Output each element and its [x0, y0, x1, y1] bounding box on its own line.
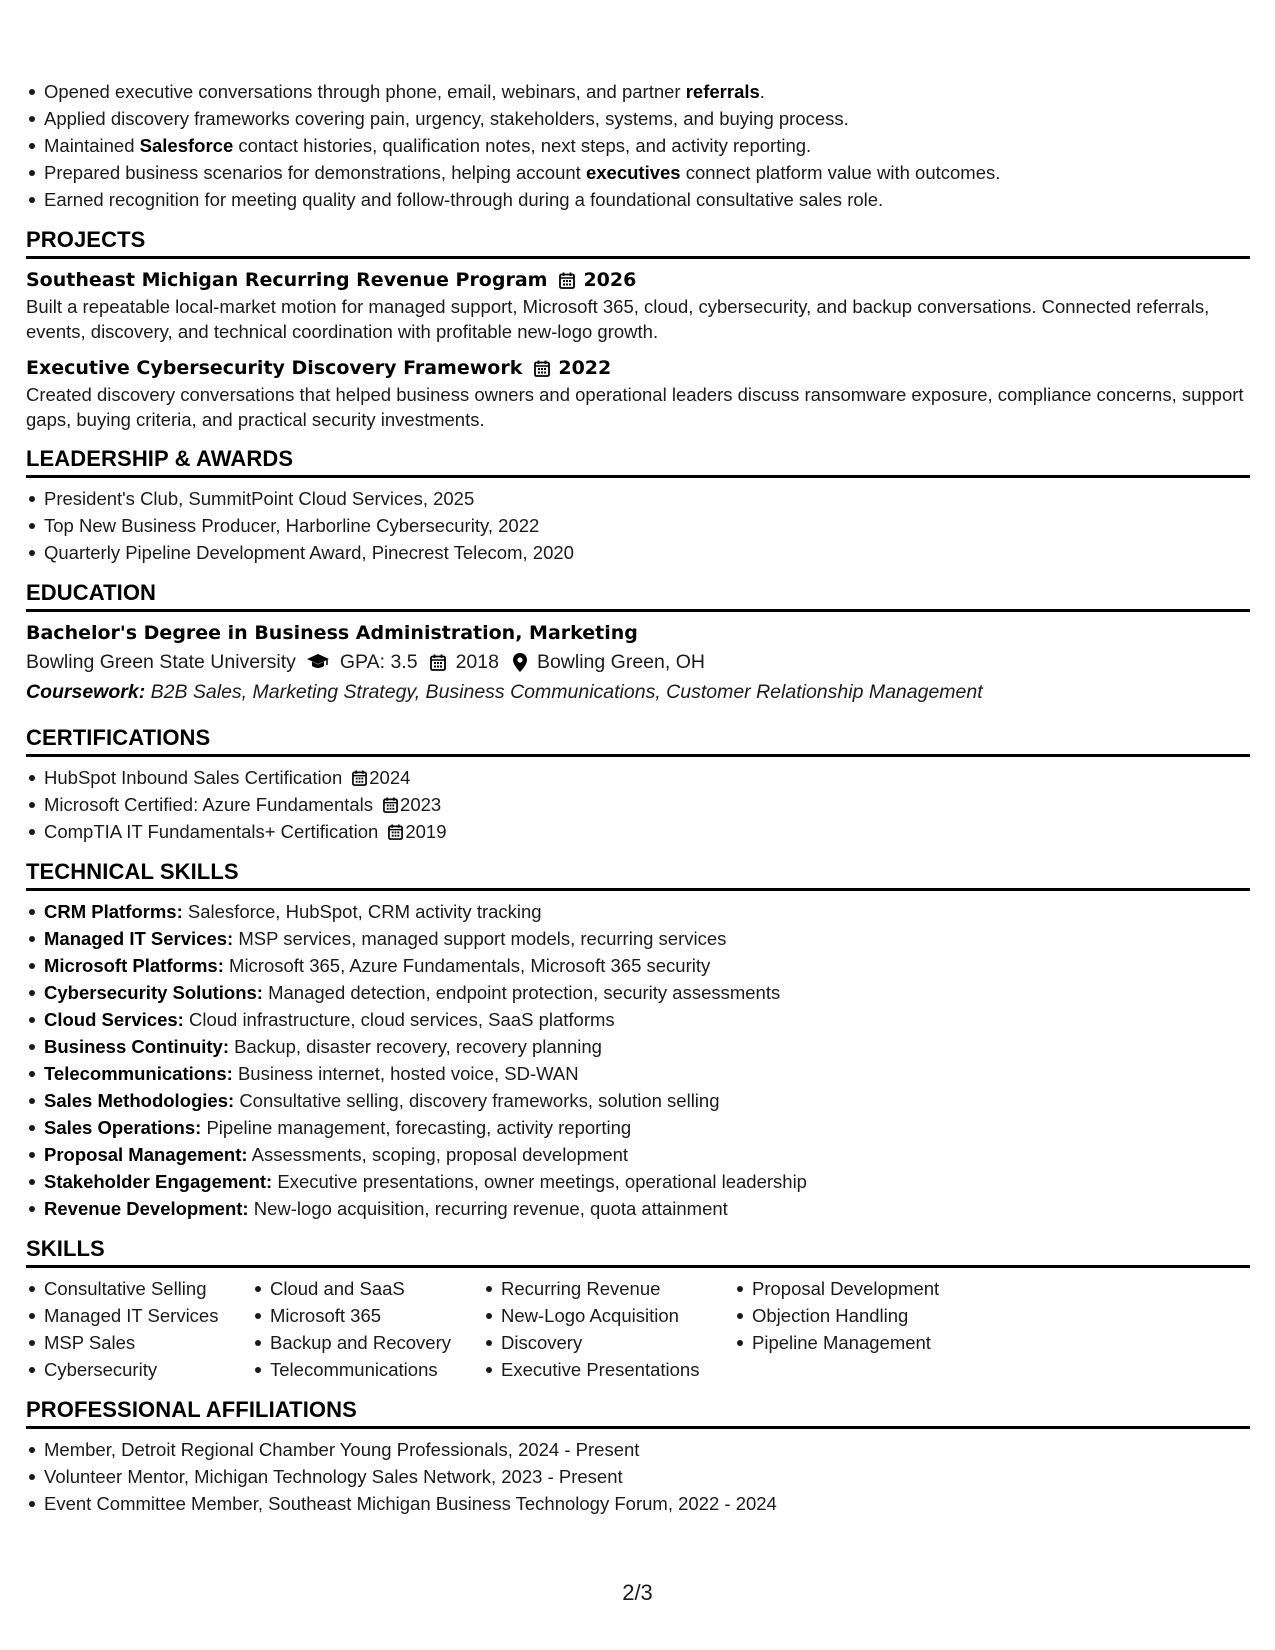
graduation-year: 2018 [455, 651, 499, 673]
list-item: Telecommunications [270, 1356, 483, 1383]
list-item: Event Committee Member, Southeast Michigan Business Technology Forum, 2022 - 2024 [44, 1490, 1250, 1517]
leadership-heading: LEADERSHIP & AWARDS [26, 445, 1250, 478]
list-item: Revenue Development: New-logo acquisition, recurring revenue, quota attainment [44, 1195, 1250, 1222]
project-year: 2022 [558, 357, 612, 379]
experience-bullet: Opened executive conversations through phone, email, webinars, and partner referrals. [44, 78, 1250, 105]
list-item: Stakeholder Engagement: Executive presentations, owner meetings, operational leadership [44, 1168, 1250, 1195]
list-item: Recurring Revenue [501, 1275, 734, 1302]
list-item: Microsoft 365 [270, 1302, 483, 1329]
experience-bullet: Earned recognition for meeting quality and follow-through during a foundational consultative sales role. [44, 186, 1250, 213]
project-description: Created discovery conversations that helped business owners and operational leaders discuss ransomware exposure, compliance concerns, support gaps, buying criteria, and practical security investments. [26, 384, 1244, 430]
certification-name: Microsoft Certified: Azure Fundamentals [44, 794, 374, 815]
page-number: 2/3 [622, 1580, 653, 1605]
experience-bullet: Prepared business scenarios for demonstrations, helping account executives connect platform value with outcomes. [44, 159, 1250, 186]
affiliations-list [26, 1436, 1250, 1517]
list-item: Objection Handling [752, 1302, 1052, 1329]
calendar-icon [383, 797, 398, 813]
certification-year: 2024 [369, 767, 411, 788]
certifications-list [26, 764, 1250, 845]
list-item: New-Logo Acquisition [501, 1302, 734, 1329]
list-item: Cybersecurity [44, 1356, 252, 1383]
skills-column [252, 1275, 483, 1383]
list-item: Cybersecurity Solutions: Managed detection, endpoint protection, security assessments [44, 979, 1250, 1006]
technical-skills-list [26, 898, 1250, 1222]
list-item: Discovery [501, 1329, 734, 1356]
list-item: Member, Detroit Regional Chamber Young Professionals, 2024 - Present [44, 1436, 1250, 1463]
list-item: Cloud and SaaS [270, 1275, 483, 1302]
certification-year: 2023 [400, 794, 442, 815]
school-name: Bowling Green State University [26, 651, 296, 673]
calendar-icon [352, 770, 367, 786]
list-item [44, 791, 1250, 818]
affiliations-heading: PROFESSIONAL AFFILIATIONS [26, 1396, 1250, 1429]
list-item [44, 818, 1250, 845]
project-item [26, 266, 1250, 344]
education-details [26, 647, 1250, 677]
list-item: Cloud Services: Cloud infrastructure, cloud services, SaaS platforms [44, 1006, 1250, 1033]
list-item: Executive Presentations [501, 1356, 734, 1383]
list-item: Sales Methodologies: Consultative selling, discovery frameworks, solution selling [44, 1087, 1250, 1114]
calendar-icon [534, 360, 550, 377]
experience-bullet: Maintained Salesforce contact histories, qualification notes, next steps, and activity reporting. [44, 132, 1250, 159]
resume-content [26, 78, 1250, 1517]
certification-name: CompTIA IT Fundamentals+ Certification [44, 821, 379, 842]
project-year: 2026 [583, 269, 637, 291]
list-item [44, 764, 1250, 791]
degree-title: Bachelor's Degree in Business Administration, Marketing [26, 622, 638, 644]
coursework-label: Coursework: [26, 681, 146, 703]
list-item: Microsoft Platforms: Microsoft 365, Azure Fundamentals, Microsoft 365 security [44, 952, 1250, 979]
certifications-heading: CERTIFICATIONS [26, 724, 1250, 757]
leadership-list [26, 485, 1250, 566]
list-item: Volunteer Mentor, Michigan Technology Sales Network, 2023 - Present [44, 1463, 1250, 1490]
list-item: Telecommunications: Business internet, hosted voice, SD-WAN [44, 1060, 1250, 1087]
skills-column [483, 1275, 734, 1383]
list-item: Proposal Management: Assessments, scoping, proposal development [44, 1141, 1250, 1168]
list-item: Quarterly Pipeline Development Award, Pinecrest Telecom, 2020 [44, 539, 1250, 566]
skills-columns [26, 1275, 1250, 1383]
calendar-icon [430, 654, 446, 671]
list-item: Managed IT Services: MSP services, managed support models, recurring services [44, 925, 1250, 952]
map-pin-icon [513, 653, 527, 672]
experience-bullet: Applied discovery frameworks covering pain, urgency, stakeholders, systems, and buying process. [44, 105, 1250, 132]
list-item: MSP Sales [44, 1329, 252, 1356]
list-item: Top New Business Producer, Harborline Cybersecurity, 2022 [44, 512, 1250, 539]
school-location: Bowling Green, OH [536, 651, 705, 673]
coursework-list: B2B Sales, Marketing Strategy, Business Communications, Customer Relationship Management [150, 681, 983, 703]
list-item: Business Continuity: Backup, disaster recovery, recovery planning [44, 1033, 1250, 1060]
gpa: GPA: 3.5 [339, 651, 418, 673]
graduation-cap-icon [306, 653, 330, 671]
calendar-icon [559, 272, 575, 289]
skills-heading: SKILLS [26, 1235, 1250, 1268]
certification-name: HubSpot Inbound Sales Certification [44, 767, 343, 788]
education-heading: EDUCATION [26, 579, 1250, 612]
experience-bullets [26, 78, 1250, 213]
coursework [26, 677, 1250, 707]
list-item: Backup and Recovery [270, 1329, 483, 1356]
list-item: CRM Platforms: Salesforce, HubSpot, CRM activity tracking [44, 898, 1250, 925]
skills-column [734, 1275, 1052, 1383]
projects-heading: PROJECTS [26, 226, 1250, 259]
technical-skills-heading: TECHNICAL SKILLS [26, 858, 1250, 891]
list-item: President's Club, SummitPoint Cloud Services, 2025 [44, 485, 1250, 512]
project-description: Built a repeatable local-market motion for managed support, Microsoft 365, cloud, cybersecurity, and backup conversations. Connected referrals, events, discovery, and technical coordination with profitable new-logo growth. [26, 296, 1210, 342]
list-item: Proposal Development [752, 1275, 1052, 1302]
list-item: Managed IT Services [44, 1302, 252, 1329]
list-item: Sales Operations: Pipeline management, forecasting, activity reporting [44, 1114, 1250, 1141]
project-name: Executive Cybersecurity Discovery Framework [26, 357, 523, 379]
skills-column [26, 1275, 252, 1383]
calendar-icon [388, 824, 403, 840]
project-item [26, 354, 1250, 432]
list-item: Pipeline Management [752, 1329, 1052, 1356]
project-name: Southeast Michigan Recurring Revenue Program [26, 269, 548, 291]
certification-year: 2019 [405, 821, 447, 842]
list-item: Consultative Selling [44, 1275, 252, 1302]
